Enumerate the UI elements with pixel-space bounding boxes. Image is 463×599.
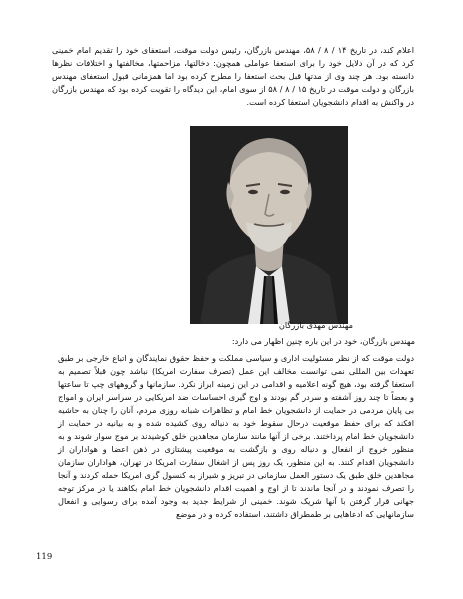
paragraph-quote: دولت موقت که از نظر مسئولیت اداری و سیاسی مملکت و حفظ حقوق نمایندگان و اتباع خارجی بر طبق تعهدات بین المللی نمی توانست مخالف این عمل (تصرف سفارت امریکا) نباشد چون قبلاً تصمیم به استعفا گرفته بود، هیچ گونه اعلامیه و اقدامی در این زمینه ابراز نکرد. سازمانها و گروههای چپ تا ساعتها و بعضاً تا چند روز آشفته و سردر گم بودند و اوج گیری احساسات ضد امریکایی در سراسر ایران و امواج بی پایان مردمی در حمایت از دانشجویان خط امام و تظاهرات شبانه روزی مردم، آنان را چنان به حاشیه افکند که برای حفظ موقعیت درحال سقوط خود به دنباله روی کشیده شده و به بیانیه در حمایت از دانشجویان خط امام پرداختند. برخی از آنها مانند سازمان مجاهدین خلق کوشیدند بر موج سوار شوند و به منظور خروج از انفعال و دنباله روی و بازگشت به موقعیت پیشتازی در ذهن اعضا و هواداران از دانشجویان اقدام کنند. به این منظور، یک روز پس از اشغال سفارت امریکا در تهران، هواداران سازمان مجاهدین خلق طبق یک دستور العمل سازمانی در تبریز و شیراز به کنسول گری امریکا حمله کردند و آنجا را تصرف نمودند و در آنجا ماندند تا از اوج و اهمیت اقدام دانشجویان خط امام بکاهند یا در مرکز توجه جهانی قرار گرفتن با آنها شریک شوند. خمینی از شرایط جدید به وجود آمده برای رسوایی و انفعال سازمانهایی که ادعاهایی بر طمطراق داشتند، استفاده کرده و در موضع bbox=[58, 353, 414, 519]
quote-intro: مهندس بازرگان، خود در این باره چنین اظهار می دارد: bbox=[231, 336, 415, 346]
page-number: 119 bbox=[36, 552, 53, 562]
photo-caption: مهندس مهدی بازرگان bbox=[278, 320, 353, 330]
paragraph-intro: اعلام کند، در تاریخ ۱۴ / ۸ / ۵۸، مهندس بازرگان، رئیس دولت موقت، استعفای خود را تقدیم امام خمینی کرد که در آن دلایل خود را برای استعفا عواملی همچون: دخالتها، مزاحمتها، مخالفتها و اختلافات نظرها دانسته بود. هر چند وی از مدتها قبل بحث استعفا را مطرح کرده بود اما همزمانی قبول استعفای مهندس بازرگان و دولت موقت در تاریخ ۱۵ / ۸ / ۵۸ از سوی امام، این دیدگاه را تقویت کرده بود که مهندس بازرگان در واکنش به اقدام دانشجویان استعفا کرده است. bbox=[52, 45, 415, 107]
portrait-photo bbox=[190, 126, 348, 324]
